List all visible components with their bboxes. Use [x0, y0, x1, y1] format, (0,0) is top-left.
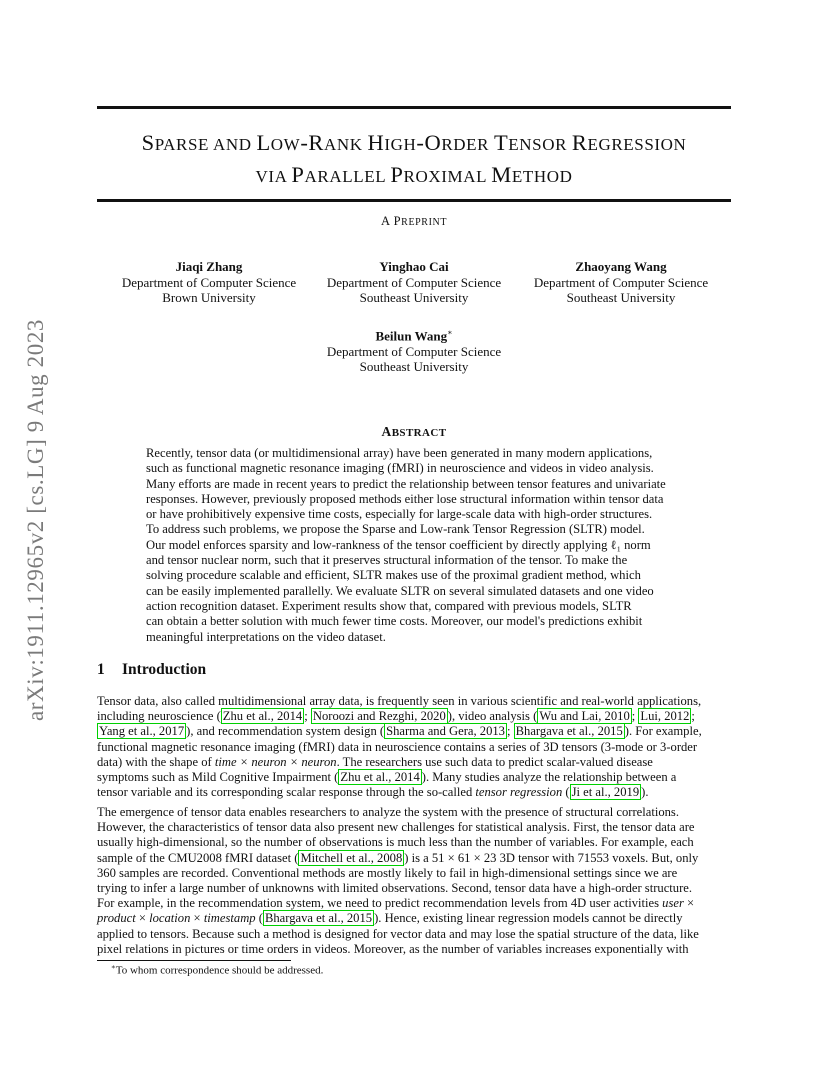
author-department: Department of Computer Science: [326, 274, 502, 290]
footnote-mark: ∗: [111, 963, 116, 971]
math-expression: time × neuron × neuron: [214, 754, 337, 769]
footnote-mark[interactable]: ∗: [447, 328, 453, 337]
abstract-line: action recognition dataset. Experiment results show that, compared with previous models, SLTR: [146, 598, 632, 613]
arxiv-sidebar: [22, 290, 50, 750]
text-span: ;: [691, 709, 695, 724]
text-span: ), video analysis (: [447, 709, 538, 724]
title-line-2: VIA PARALLEL PROXIMAL METHOD: [255, 162, 573, 187]
author-name: Jiaqi Zhang: [175, 259, 243, 274]
text-line: applied to tensors. Because such a method is designed for vector data and may lose the spatial structure of the data, like: [97, 926, 699, 941]
text-span: tensor variable and its corresponding scalar response through the so-called: [97, 785, 476, 800]
citation-link[interactable]: Bhargava et al., 2015: [264, 911, 373, 926]
abstract-line: Recently, tensor data (or multidimensional array) have been generated in many modern applications,: [146, 446, 653, 460]
author-name: Zhaoyang Wang: [575, 259, 667, 274]
text-span: ). Many studies analyze the relationship between a: [421, 770, 677, 785]
author-block: [516, 259, 726, 306]
abstract-line: can be easily implemented parallelly. We evaluate SLTR on several simulated datasets and one video: [146, 583, 654, 598]
text-line: [97, 785, 731, 800]
text-line: usually high-dimensional, so the number of observations is much less than the number of variables. For example, each: [97, 835, 694, 850]
author-name-text: Beilun Wang: [375, 328, 448, 344]
emphasis-text: timestamp: [203, 911, 256, 926]
text-line: [97, 911, 731, 926]
author-university: Southeast University: [359, 290, 469, 305]
emphasis-text: product: [97, 911, 136, 926]
author-department: Department of Computer Science: [326, 343, 502, 359]
citation-link[interactable]: Bhargava et al., 2015: [515, 724, 623, 739]
author-block: [104, 259, 314, 306]
author-name: Yinghao Cai: [379, 259, 449, 274]
text-span: For example, in the recommendation system, we need to predict recommendation levels from 4D user activities: [97, 896, 663, 911]
citation-link[interactable]: Noroozi and Rezghi, 2020: [312, 709, 446, 724]
author-university: Southeast University: [566, 290, 676, 305]
text-line: [97, 851, 731, 866]
citation-link[interactable]: Zhu et al., 2014: [222, 709, 303, 724]
text-line: 360 samples are recorded. Conventional methods are mostly likely to fail in high-dimensional settings since we are: [97, 865, 678, 880]
abstract-line: Our model enforces sparsity and low-rankness of the tensor coefficient by directly applying ℓ₁ norm: [146, 537, 651, 552]
arxiv-identifier: arXiv:1911.12965v2 [cs.LG] 9 Aug 2023: [23, 318, 48, 722]
abstract-line: such as functional magnetic resonance imaging (fMRI) in neuroscience and videos in video analysis.: [146, 461, 654, 476]
text-span: ). For example,: [624, 724, 702, 739]
text-line: The emergence of tensor data enables researchers to analyze the system with the presence of structural correlations.: [97, 805, 679, 819]
text-line: [97, 896, 731, 911]
text-line: However, the characteristics of tensor data also present new challenges for statistical analysis. First, the tensor data are: [97, 820, 695, 835]
text-span: ;: [506, 724, 514, 739]
text-span: ), and recommendation system design (: [186, 724, 385, 739]
author-university: Brown University: [162, 290, 256, 305]
author-block: [309, 259, 519, 306]
emphasis-text: location: [149, 911, 191, 926]
text-span: data) with the shape of: [97, 754, 215, 769]
footnote-text: To whom correspondence should be addressed.: [115, 964, 324, 977]
text-line: [97, 709, 731, 724]
text-span: ).: [641, 785, 649, 800]
text-span: ×: [683, 896, 695, 911]
intro-paragraph-2: [97, 805, 731, 957]
title-top-rule: [97, 106, 731, 109]
citation-link[interactable]: Sharma and Gera, 2013: [386, 724, 505, 739]
intro-paragraph-1: [97, 694, 731, 800]
citation-link[interactable]: Lui, 2012: [640, 709, 690, 724]
section-title: Introduction: [122, 661, 207, 678]
text-span: sample of the CMU2008 fMRI dataset (: [97, 850, 299, 865]
emphasis-text: tensor regression: [475, 785, 563, 800]
author-department: Department of Computer Science: [121, 274, 297, 290]
text-span: (: [562, 785, 570, 800]
text-span: . The researchers use such data to predict scalar-valued disease: [336, 754, 653, 769]
author-name: [309, 325, 519, 344]
title-line-1: SPARSE AND LOW-RANK HIGH-ORDER TENSOR REGRESSION: [141, 130, 687, 155]
text-line: functional magnetic resonance imaging (fMRI) data in neuroscience contains a series of 3D tensors (3-mode or 3-order: [97, 739, 698, 754]
section-heading: [97, 661, 206, 679]
text-line: pixel relations in pictures or time orders in videos. Moreover, as the number of variables increases exponentially with: [97, 941, 689, 956]
citation-link[interactable]: Wu and Lai, 2010: [539, 709, 630, 724]
abstract-line: solving procedure scalable and efficient, SLTR makes use of the proximal gradient method, which: [146, 568, 641, 583]
footnote: [111, 963, 323, 977]
text-line: [97, 724, 731, 739]
section-number: 1: [97, 661, 105, 678]
abstract-line: To address such problems, we propose the Sparse and Low-rank Tensor Regression (SLTR) model.: [146, 522, 645, 537]
author-block: [309, 325, 519, 375]
text-span: ×: [190, 911, 204, 926]
author-department: Department of Computer Science: [533, 274, 709, 290]
abstract-line: responses. However, previously proposed methods either lose structural information within tensor data: [146, 491, 664, 506]
text-line: Tensor data, also called multidimensional array data, is frequently seen in various scientific and real-world applications,: [97, 694, 702, 708]
text-line: [97, 755, 731, 770]
text-span: ;: [304, 709, 311, 724]
text-line: trying to infer a large number of unknowns with limited observations. Second, tensor data have a high-order structure.: [97, 881, 693, 896]
citation-link[interactable]: Mitchell et al., 2008: [300, 850, 403, 865]
abstract-heading: ABSTRACT: [381, 424, 447, 439]
preprint-label: A PREPRINT: [380, 214, 448, 228]
text-span: (: [255, 911, 263, 926]
paper-title: [97, 128, 731, 192]
text-span: symptoms such as Mild Cognitive Impairment (: [97, 770, 339, 785]
title-bottom-rule: [97, 199, 731, 202]
footnote-rule: [97, 960, 291, 961]
abstract-line: or have prohibitively expensive time costs, especially for large-scale data with high-order structures.: [146, 507, 653, 522]
citation-link[interactable]: Zhu et al., 2014: [340, 770, 420, 785]
abstract-body: [146, 446, 684, 645]
abstract-line: can obtain a better solution with much fewer time costs. Moreover, our model's predictions exhibit: [146, 614, 643, 629]
abstract-line: and tensor nuclear norm, such that it preserves structural information of the tensor. To make the: [146, 553, 628, 568]
author-university: Southeast University: [359, 359, 469, 375]
citation-link[interactable]: Yang et al., 2017: [99, 724, 185, 739]
abstract-line: Many efforts are made in recent years to predict the relationship between tensor features and univariate: [146, 476, 666, 491]
text-span: ) is a 51 × 61 × 23 3D tensor with 71553 voxels. But, only: [404, 850, 699, 865]
text-span: ×: [135, 911, 150, 926]
text-span: ;: [631, 709, 639, 724]
citation-link[interactable]: Ji et al., 2019: [571, 785, 640, 800]
emphasis-text: user: [662, 896, 684, 911]
text-line: [97, 770, 731, 785]
abstract-line: meaningful interpretations on the video dataset.: [146, 629, 386, 644]
text-span: ). Hence, existing linear regression models cannot be directly: [374, 911, 683, 926]
text-span: including neuroscience (: [97, 709, 221, 724]
